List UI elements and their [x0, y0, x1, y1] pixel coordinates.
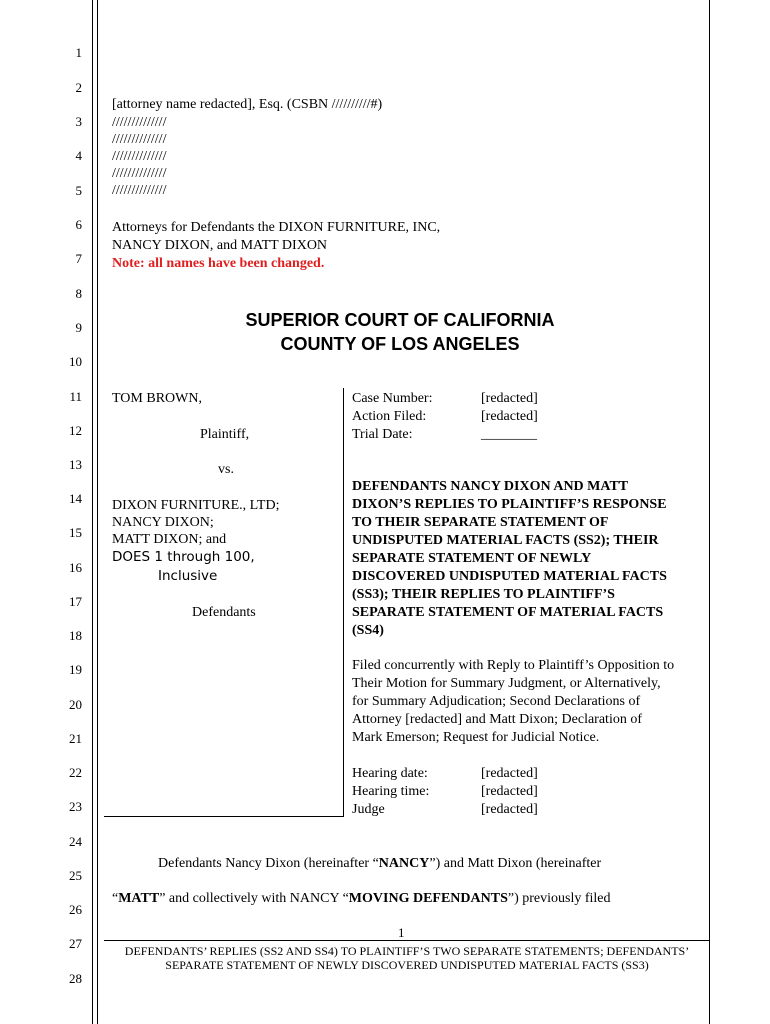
judge-value: [redacted]	[481, 802, 538, 817]
line-number: 23	[69, 799, 82, 814]
line-number: 25	[69, 868, 82, 883]
plaintiff-name: TOM BROWN,	[112, 391, 202, 406]
action-filed-value: [redacted]	[481, 409, 538, 424]
action-filed-label: Action Filed:	[352, 409, 427, 424]
note-names-changed: Note: all names have been changed.	[112, 256, 325, 271]
line-number: 1	[75, 45, 82, 60]
address-line: //////////////	[112, 166, 167, 181]
case-number-value: [redacted]	[481, 391, 538, 406]
hearing-date-label: Hearing date:	[352, 766, 428, 781]
line-number: 4	[75, 148, 82, 163]
footer-title-line: SEPARATE STATEMENT OF NEWLY DISCOVERED UNDISPUTED MATERIAL FACTS (SS3)	[165, 958, 649, 972]
document-title	[352, 478, 667, 640]
line-number: 22	[69, 765, 82, 780]
address-line: //////////////	[112, 183, 167, 198]
line-number: 3	[75, 114, 82, 129]
defendant-role: Defendants	[192, 605, 256, 620]
title-line: DISCOVERED UNDISPUTED MATERIAL FACTS	[352, 569, 667, 584]
title-line: SEPARATE STATEMENT OF MATERIAL FACTS	[352, 605, 664, 620]
left-margin-rule-outer	[92, 0, 93, 1024]
line-number: 6	[75, 217, 82, 232]
line-number: 12	[69, 423, 82, 438]
footer-title-line: DEFENDANTS’ REPLIES (SS2 AND SS4) TO PLAINTIFF’S TWO SEPARATE STATEMENTS; DEFENDANTS’	[124, 944, 690, 958]
address-line: //////////////	[112, 149, 167, 164]
case-number-label: Case Number:	[352, 391, 433, 406]
hearing-time-label: Hearing time:	[352, 784, 430, 799]
line-number: 13	[69, 457, 82, 472]
line-number: 27	[69, 936, 82, 951]
does-line-inclusive: Inclusive	[158, 568, 218, 584]
hearing-date-value: [redacted]	[481, 766, 538, 781]
caption-divider-vertical	[343, 388, 344, 816]
line-number: 2	[75, 80, 82, 95]
line-number: 9	[75, 320, 82, 335]
line-number: 15	[69, 525, 82, 540]
body-paragraph-line	[112, 890, 611, 908]
body-paragraph-line	[158, 855, 601, 873]
line-number: 17	[69, 594, 82, 609]
line-number: 28	[69, 971, 82, 986]
left-margin-rule-inner	[97, 0, 98, 1024]
defined-term-moving-defendants: MOVING DEFENDANTS	[348, 891, 508, 906]
body-text: ” and collectively with NANCY “	[159, 891, 349, 906]
attorneys-for-line: Attorneys for Defendants the DIXON FURNITURE, INC,	[112, 220, 441, 235]
line-number: 10	[69, 354, 82, 369]
body-text: ”) previously filed	[507, 891, 611, 906]
caption-divider-horizontal	[104, 816, 344, 817]
plaintiff-role: Plaintiff,	[200, 427, 250, 442]
line-number: 19	[69, 662, 82, 677]
trial-date-value: ________	[481, 427, 537, 442]
defined-term-nancy: NANCY	[378, 856, 430, 871]
does-line: DOES 1 through 100,	[112, 549, 255, 565]
notice-line: Attorney [redacted] and Matt Dixon; Declaration of	[352, 712, 643, 727]
title-line: (SS4)	[352, 623, 384, 638]
line-number: 7	[75, 251, 82, 266]
title-line: TO THEIR SEPARATE STATEMENT OF	[352, 515, 609, 530]
body-text: Defendants Nancy Dixon (hereinafter “	[158, 856, 379, 871]
defendant-line: NANCY DIXON;	[112, 515, 214, 530]
judge-label: Judge	[352, 802, 385, 817]
court-name: SUPERIOR COURT OF CALIFORNIA	[245, 310, 555, 330]
title-line: DEFENDANTS NANCY DIXON AND MATT	[352, 479, 629, 494]
versus: vs.	[218, 462, 234, 477]
defendant-line: DIXON FURNITURE., LTD;	[112, 498, 280, 513]
line-number: 26	[69, 902, 82, 917]
court-county: COUNTY OF LOS ANGELES	[280, 334, 520, 354]
notice-line: Mark Emerson; Request for Judicial Notice.	[352, 730, 600, 745]
line-number: 8	[75, 286, 82, 301]
title-line: DIXON’S REPLIES TO PLAINTIFF’S RESPONSE	[352, 497, 667, 512]
line-number: 11	[69, 389, 82, 404]
line-number: 16	[69, 560, 82, 575]
title-line: (SS3); THEIR REPLIES TO PLAINTIFF’S	[352, 587, 615, 602]
page-number: 1	[398, 925, 405, 940]
line-number: 5	[75, 183, 82, 198]
body-text: “	[112, 891, 119, 906]
defined-term-matt: MATT	[118, 891, 160, 906]
notice-line: Their Motion for Summary Judgment, or Alternatively,	[352, 676, 661, 691]
filed-concurrently-notice	[352, 657, 674, 747]
address-line: //////////////	[112, 115, 167, 130]
line-number: 24	[69, 834, 82, 849]
line-number: 21	[69, 731, 82, 746]
attorney-name: [attorney name redacted], Esq. (CSBN //////////#)	[112, 97, 383, 112]
attorneys-for-line: NANCY DIXON, and MATT DIXON	[112, 238, 328, 253]
address-line: //////////////	[112, 132, 167, 147]
line-number: 14	[69, 491, 82, 506]
line-number: 18	[69, 628, 82, 643]
footer-rule	[104, 940, 710, 941]
body-text: ”) and Matt Dixon (hereinafter	[429, 856, 602, 871]
notice-line: Filed concurrently with Reply to Plaintiff’s Opposition to	[352, 658, 675, 673]
title-line: SEPARATE STATEMENT OF NEWLY	[352, 551, 592, 566]
title-line: UNDISPUTED MATERIAL FACTS (SS2); THEIR	[352, 533, 659, 548]
right-margin-rule	[709, 0, 710, 1024]
notice-line: for Summary Adjudication; Second Declarations of	[352, 694, 641, 709]
trial-date-label: Trial Date:	[352, 427, 413, 442]
line-number: 20	[69, 697, 82, 712]
hearing-time-value: [redacted]	[481, 784, 538, 799]
defendant-line: MATT DIXON; and	[112, 532, 227, 547]
